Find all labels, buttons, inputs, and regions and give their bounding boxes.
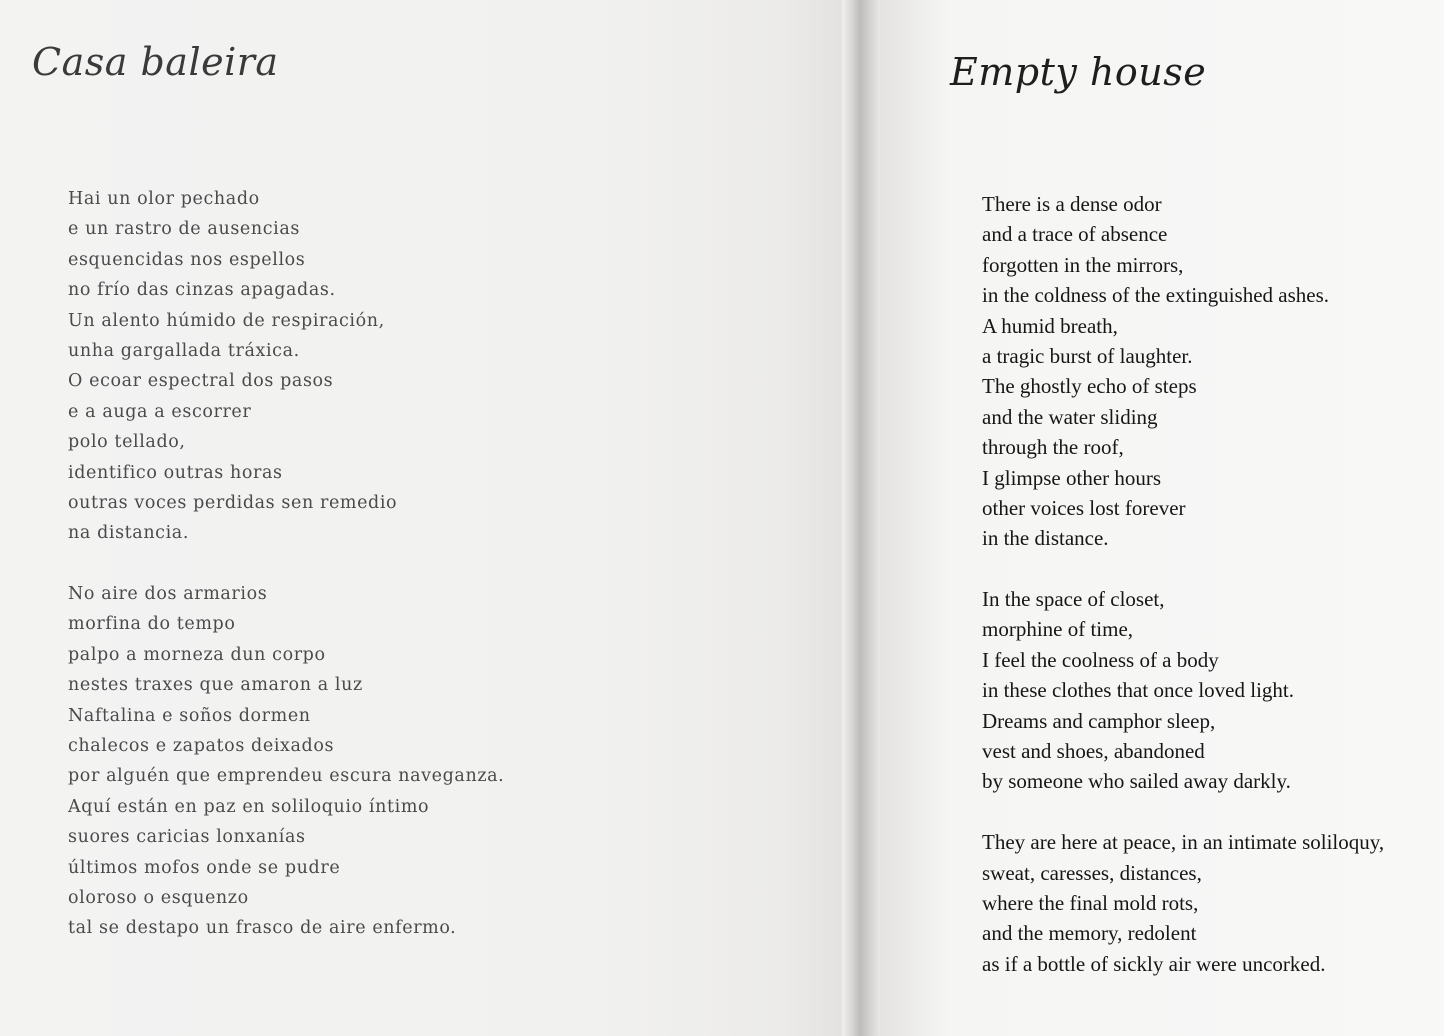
poem-line: a tragic burst of laughter. [982,343,1193,368]
poem-line: chalecos e zapatos deixados [68,736,335,757]
poem-line: e un rastro de ausencias [68,219,300,240]
poem-line: in the distance. [982,526,1109,551]
poem-line: últimos mofos onde se pudre [68,857,341,878]
poem-line: and the water sliding [982,404,1158,429]
poem-line: They are here at peace, in an intimate soliloquy, [982,830,1385,855]
poem-line: and the memory, redolent [982,921,1197,946]
poem-line: esquencidas nos espellos [68,249,306,270]
poem-line: Aquí están en paz en soliloquio íntimo [68,796,430,817]
poem-line: Dreams and camphor sleep, [982,708,1216,733]
poem-line: suores caricias lonxanías [68,827,306,848]
poem-line: no frío das cinzas apagadas. [68,280,336,301]
poem-line: Hai un olor pechado [68,189,260,209]
poem-line: outras voces perdidas sen remedio [68,492,398,513]
poem-line: morfina do tempo [68,614,236,635]
poem-line: tal se destapo un frasco de aire enfermo. [68,918,457,939]
poem-line: through the roof, [982,435,1124,460]
poem-line: vest and shoes, abandoned [982,739,1205,764]
poem-line: O ecoar espectral dos pasos [68,371,334,392]
poem-line: oloroso o esquenzo [68,887,249,908]
left-page-title: Casa baleira [32,40,279,84]
poem-line: por alguén que emprendeu escura naveganza. [68,766,505,787]
poem-line: A humid breath, [982,313,1118,338]
stanza-break [982,797,1384,827]
poem-line: na distancia. [68,523,189,544]
poem-line: Naftalina e soños dormen [68,705,311,726]
poem-line: by someone who sailed away darkly. [982,769,1291,794]
poem-line: No aire dos armarios [68,584,268,605]
right-page-title: Empty house [950,50,1207,94]
poem-line: in the coldness of the extinguished ashes. [982,283,1330,308]
poem-line: other voices lost forever [982,495,1186,520]
poem-line: morphine of time, [982,617,1134,642]
poem-line: sweat, caresses, distances, [982,860,1202,885]
poem-line: Un alento húmido de respiración, [68,310,385,331]
poem-line: in these clothes that once loved light. [982,678,1295,703]
poem-line: I glimpse other hours [982,465,1162,490]
book-gutter-shadow [842,0,882,1036]
poem-line: The ghostly echo of steps [982,374,1197,399]
poem-line: and a trace of absence [982,222,1168,247]
english-poem [982,189,1384,979]
poem-line: as if a bottle of sickly air were uncorked. [982,951,1326,976]
poem-line: palpo a morneza dun corpo [68,644,326,665]
poem-line: There is a dense odor [982,192,1162,216]
poem-line: unha gargallada tráxica. [68,340,300,361]
poem-line: identifico outras horas [68,462,283,483]
right-page [880,0,1444,1036]
poem-line: nestes traxes que amaron a luz [68,675,363,696]
poem-line: e a auga a escorrer [68,401,252,422]
galician-poem [68,184,504,944]
poem-line: In the space of closet, [982,587,1165,612]
poem-line: I feel the coolness of a body [982,647,1219,672]
poem-line: forgotten in the mirrors, [982,252,1184,277]
poem-line: where the final mold rots, [982,890,1199,915]
poem-line: polo tellado, [68,432,186,453]
stanza-break [982,554,1384,584]
stanza-break [68,549,504,579]
